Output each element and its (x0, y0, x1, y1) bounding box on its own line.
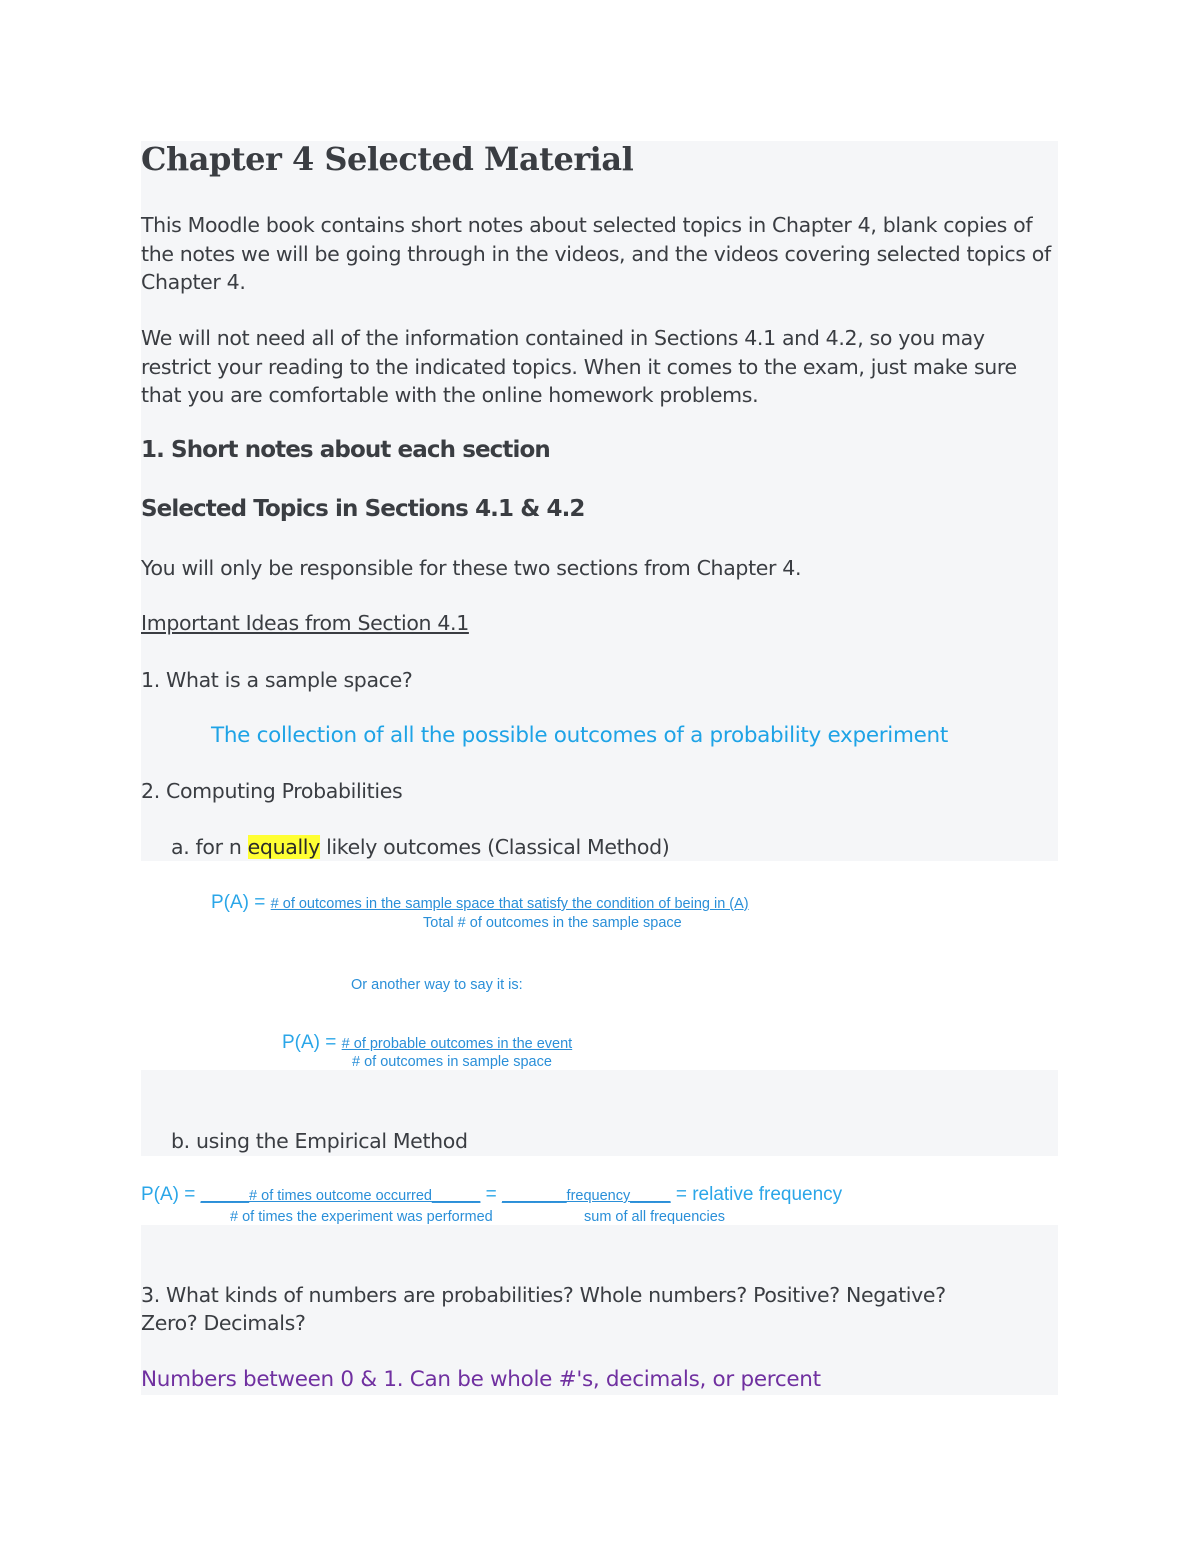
alternate-formula-numerator: # of probable outcomes in the event (341, 1036, 573, 1052)
empirical-formula-tail: = relative frequency (670, 1184, 843, 1205)
alternate-formula (282, 1032, 572, 1054)
classical-formula-lhs: P(A) = (211, 892, 271, 913)
alternate-formula-denominator: # of outcomes in sample space (352, 1054, 552, 1070)
question-3-line-1: 3. What kinds of numbers are probabilities? Whole numbers? Positive? Negative? (141, 1283, 946, 1307)
alternate-formula-lhs: P(A) = (282, 1032, 342, 1053)
question-3-line-2: Zero? Decimals? (141, 1311, 306, 1335)
empirical-formula-denominator-2: sum of all frequencies (584, 1209, 726, 1225)
question-2a-suffix: likely outcomes (Classical Method) (319, 835, 670, 859)
classical-formula-numerator: # of outcomes in the sample space that satisfy the condition of being in (A) (270, 896, 749, 912)
question-1: 1. What is a sample space? (141, 668, 413, 692)
question-2: 2. Computing Probabilities (141, 779, 403, 803)
empirical-formula-denominator-1: # of times the experiment was performed (230, 1209, 493, 1225)
page-title: Chapter 4 Selected Material (141, 140, 634, 178)
responsibility-note: You will only be responsible for these two sections from Chapter 4. (141, 556, 802, 580)
classical-formula (211, 892, 749, 914)
highlighted-word: equally (247, 835, 320, 859)
empirical-formula-numerator-1: ______# of times outcome occurred______ (200, 1188, 481, 1204)
intro-paragraph-2: We will not need all of the information contained in Sections 4.1 and 4.2, so you may restrict your reading to the indicated topics. When it comes to the exam, just make sure that you are comfortable with the online homework problems. (141, 326, 1017, 407)
empirical-formula-equals: = (480, 1184, 503, 1205)
question-2a (171, 835, 669, 859)
section-title: Important Ideas from Section 4.1 (141, 611, 469, 635)
empirical-formula-numerator-2: ________frequency_____ (502, 1188, 671, 1204)
answer-1: The collection of all the possible outcomes of a probability experiment (211, 723, 948, 748)
empirical-formula-lhs: P(A) = (141, 1184, 201, 1205)
heading-short-notes: 1. Short notes about each section (141, 437, 550, 463)
question-2a-prefix: a. for n (171, 835, 248, 859)
question-2b: b. using the Empirical Method (171, 1129, 468, 1153)
answer-3: Numbers between 0 & 1. Can be whole #'s, decimals, or percent (141, 1367, 821, 1392)
classical-formula-denominator: Total # of outcomes in the sample space (423, 915, 682, 931)
empirical-formula (141, 1184, 842, 1206)
intro-paragraph-1: This Moodle book contains short notes about selected topics in Chapter 4, blank copies of the notes we will be going through in the videos, and the videos covering selected topics of Chapter 4. (141, 213, 1051, 294)
alternate-note: Or another way to say it is: (351, 977, 523, 993)
heading-selected-topics: Selected Topics in Sections 4.1 & 4.2 (141, 496, 585, 522)
content-background-answer-strip (141, 748, 211, 780)
